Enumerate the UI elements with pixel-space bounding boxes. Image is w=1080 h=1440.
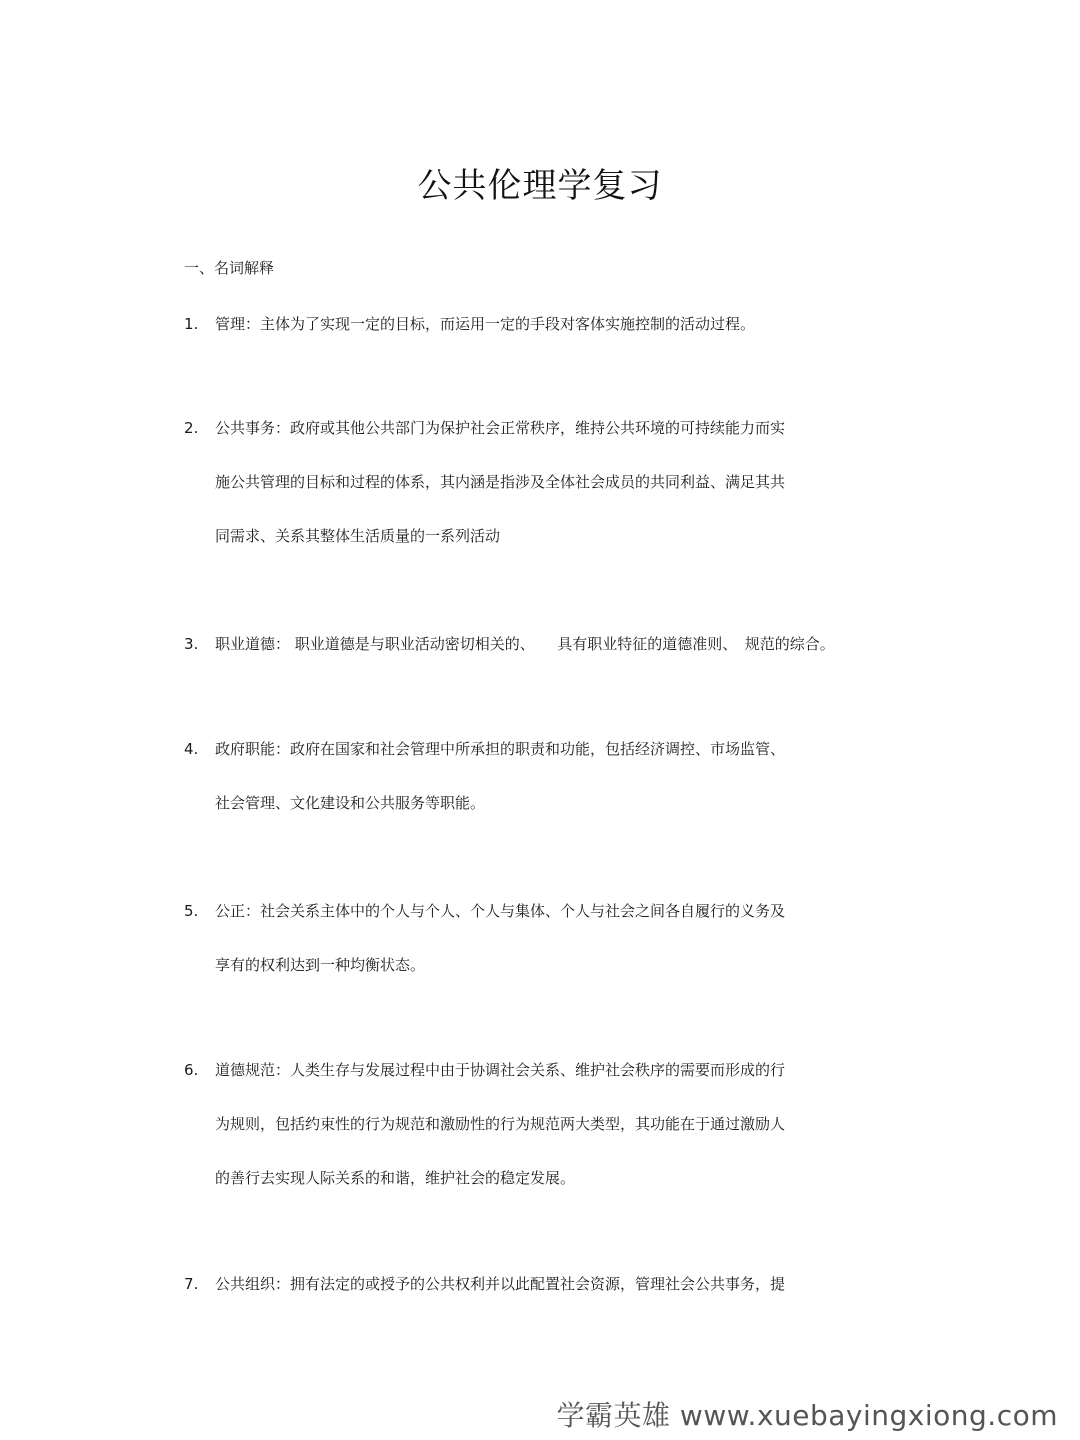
entry-6-line-1: 道德规范：人类生存与发展过程中由于协调社会关系、维护社会秩序的需要而形成的行 xyxy=(215,1061,786,1079)
site-watermark: 学霸英雄 www.xuebayingxiong.com xyxy=(556,1399,1058,1432)
entry-6-number: 6. xyxy=(184,1061,199,1079)
entry-3-line-1: 职业道德： 职业道德是与职业活动密切相关的、 具有职业特征的道德准则、 规范的综合。 xyxy=(215,635,835,653)
entry-5-line-1: 公正：社会关系主体中的个人与个人、个人与集体、个人与社会之间各自履行的义务及 xyxy=(215,902,786,920)
entry-3-number: 3. xyxy=(184,635,199,653)
entry-5-line-2: 享有的权利达到一种均衡状态。 xyxy=(215,956,426,974)
entry-7-line-1: 公共组织：拥有法定的或授予的公共权利并以此配置社会资源，管理社会公共事务，提 xyxy=(215,1275,786,1293)
entry-6-line-2: 为规则，包括约束性的行为规范和激励性的行为规范两大类型，其功能在于通过激励人 xyxy=(215,1115,786,1133)
entry-2-line-1: 公共事务：政府或其他公共部门为保护社会正常秩序，维持公共环境的可持续能力而实 xyxy=(215,419,786,437)
entry-2-number: 2. xyxy=(184,419,199,437)
entry-2-line-2: 施公共管理的目标和过程的体系，其内涵是指涉及全体社会成员的共同利益、满足其共 xyxy=(215,473,786,491)
entry-1-line-1: 管理：主体为了实现一定的目标，而运用一定的手段对客体实施控制的活动过程。 xyxy=(215,315,756,333)
entry-7-number: 7. xyxy=(184,1275,199,1293)
entry-4-number: 4. xyxy=(184,740,199,758)
page-title: 公共伦理学复习 xyxy=(417,166,663,206)
entry-5-number: 5. xyxy=(184,902,199,920)
entry-2-line-3: 同需求、关系其整体生活质量的一系列活动 xyxy=(215,527,501,545)
entry-4-line-2: 社会管理、文化建设和公共服务等职能。 xyxy=(215,794,486,812)
entry-1-number: 1. xyxy=(184,315,199,333)
entry-6-line-3: 的善行去实现人际关系的和谐，维护社会的稳定发展。 xyxy=(215,1169,576,1187)
entry-4-line-1: 政府职能：政府在国家和社会管理中所承担的职责和功能，包括经济调控、市场监管、 xyxy=(215,740,786,758)
section-heading: 一、名词解释 xyxy=(184,259,275,277)
